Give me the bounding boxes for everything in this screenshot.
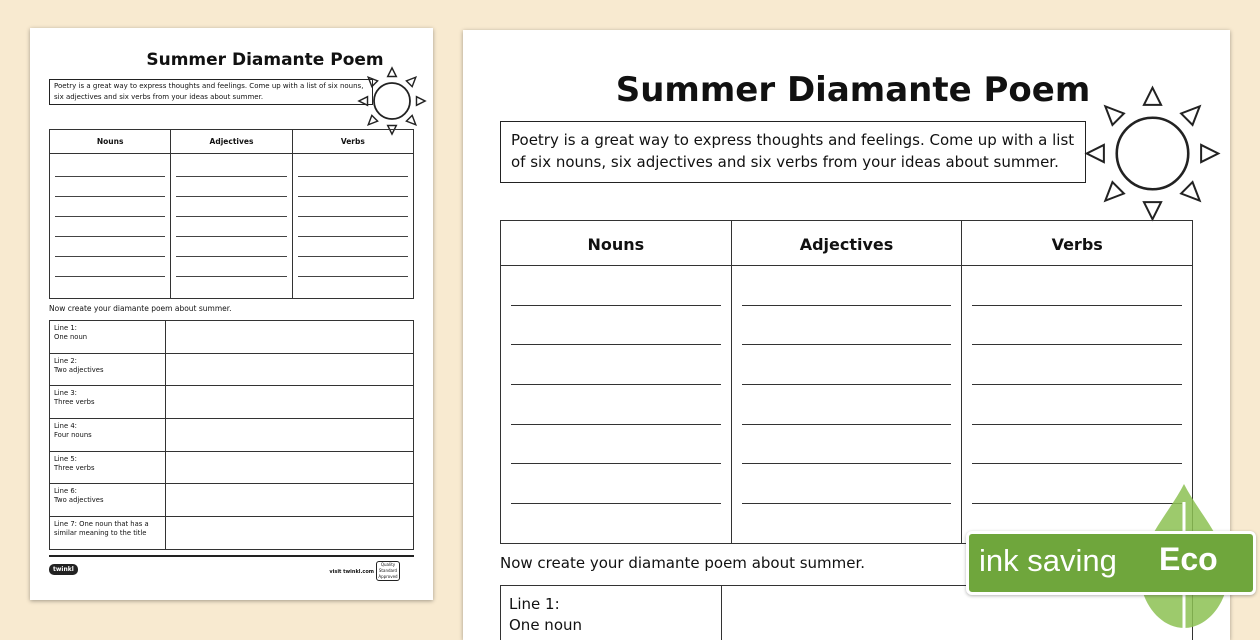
poem-row-label (50, 386, 166, 418)
row-label-line: Line 4: (54, 422, 77, 430)
poem-row (50, 386, 413, 419)
poem-row-label (50, 354, 166, 385)
blank-line[interactable] (972, 345, 1182, 385)
verbs-header: Verbs (293, 130, 413, 154)
row-label-line: Line 6: (54, 487, 77, 495)
blank-line[interactable] (176, 157, 286, 177)
blank-line[interactable] (742, 266, 952, 306)
blank-line[interactable] (298, 257, 408, 277)
blank-line[interactable] (298, 157, 408, 177)
blank-line[interactable] (176, 177, 286, 197)
row-label-line: Line 2: (54, 357, 77, 365)
row-label-line: Line 7: One noun that has a (54, 520, 149, 528)
nouns-column (501, 221, 732, 543)
row-label-line: Line 1: (54, 324, 77, 332)
blank-line[interactable] (176, 257, 286, 277)
page-title: Summer Diamante Poem (615, 70, 1091, 110)
row-label-detail: Two adjectives (54, 366, 104, 374)
poem-row (50, 354, 413, 386)
blank-line[interactable] (511, 385, 721, 425)
poem-answer-cell[interactable] (166, 321, 413, 353)
row-label-line: Line 5: (54, 455, 77, 463)
thumb-footer (49, 555, 414, 587)
blank-line[interactable] (972, 385, 1182, 425)
adjectives-column (732, 221, 963, 543)
thumb-title: Summer Diamante Poem (146, 50, 384, 70)
blank-line[interactable] (176, 197, 286, 217)
nouns-column (50, 130, 171, 298)
blank-line[interactable] (298, 237, 408, 257)
blank-line[interactable] (742, 345, 952, 385)
thumb-intro-box: Poetry is a great way to express thoughts and feelings. Come up with a list of six nouns, six adjectives and six verbs from your ideas about summer. (49, 79, 373, 105)
worksheet-thumbnail[interactable] (30, 28, 433, 600)
blank-line[interactable] (742, 425, 952, 465)
blank-line[interactable] (511, 345, 721, 385)
blank-line[interactable] (511, 425, 721, 465)
blank-line[interactable] (55, 157, 165, 177)
blank-line[interactable] (176, 237, 286, 257)
adjectives-header: Adjectives (732, 221, 962, 266)
verbs-header: Verbs (962, 221, 1192, 266)
poem-answer-cell[interactable] (166, 484, 413, 516)
poem-row-label (50, 452, 166, 483)
poem-row-label (50, 517, 166, 549)
poem-row-label (501, 586, 722, 640)
poem-answer-cell[interactable] (166, 386, 413, 418)
quality-badge: Quality Standard Approved (376, 561, 400, 581)
blank-line[interactable] (298, 217, 408, 237)
sun-icon (356, 65, 428, 137)
poem-row-label (50, 419, 166, 451)
poem-prompt: Now create your diamante poem about summer. (500, 554, 866, 572)
poem-answer-cell[interactable] (166, 354, 413, 385)
poem-row (50, 484, 413, 517)
blank-line[interactable] (55, 257, 165, 277)
poem-row-label (50, 321, 166, 353)
row-label-detail: similar meaning to the title (54, 529, 147, 537)
eco-badge (966, 531, 1256, 595)
blank-line[interactable] (742, 464, 952, 504)
blank-line[interactable] (972, 306, 1182, 346)
twinkl-logo: twinkl (49, 564, 78, 575)
eco-label: Eco (1159, 541, 1218, 577)
verbs-column (293, 130, 413, 298)
blank-line[interactable] (511, 464, 721, 504)
adjectives-column (171, 130, 292, 298)
blank-line[interactable] (972, 266, 1182, 306)
blank-line[interactable] (972, 425, 1182, 465)
ink-saving-label: ink saving (979, 543, 1117, 578)
intro-box: Poetry is a great way to express thoughts and feelings. Come up with a list of six nouns, six adjectives and six verbs from your ideas about summer. (500, 121, 1086, 183)
poem-answer-cell[interactable] (166, 419, 413, 451)
blank-line[interactable] (298, 197, 408, 217)
poem-row (50, 419, 413, 452)
blank-line[interactable] (55, 237, 165, 257)
poem-row (50, 321, 413, 354)
blank-line[interactable] (55, 197, 165, 217)
row-label-detail: Four nouns (54, 431, 92, 439)
row-label-detail: Two adjectives (54, 496, 104, 504)
blank-line[interactable] (55, 217, 165, 237)
poem-row (50, 452, 413, 484)
blank-line[interactable] (176, 217, 286, 237)
thumb-word-table (49, 129, 414, 299)
blank-line[interactable] (55, 177, 165, 197)
nouns-header: Nouns (50, 130, 170, 154)
poem-answer-cell[interactable] (166, 517, 413, 549)
adjectives-header: Adjectives (171, 130, 291, 154)
word-table (500, 220, 1193, 544)
row-label-line: Line 1: (509, 595, 560, 613)
visit-link[interactable]: visit twinkl.com (329, 569, 374, 575)
thumb-poem-table (49, 320, 414, 550)
row-label-detail: Three verbs (54, 398, 95, 406)
thumb-poem-prompt: Now create your diamante poem about summer. (49, 304, 232, 313)
blank-line[interactable] (298, 177, 408, 197)
row-label-detail: One noun (54, 333, 88, 341)
sun-icon (1081, 82, 1224, 225)
poem-row (50, 517, 413, 549)
blank-line[interactable] (742, 306, 952, 346)
row-label-line: Line 3: (54, 389, 77, 397)
row-label-detail: Three verbs (54, 464, 95, 472)
blank-line[interactable] (511, 306, 721, 346)
blank-line[interactable] (511, 266, 721, 306)
blank-line[interactable] (742, 385, 952, 425)
nouns-header: Nouns (501, 221, 731, 266)
poem-answer-cell[interactable] (166, 452, 413, 483)
row-label-detail: One noun (509, 616, 583, 634)
poem-row-label (50, 484, 166, 516)
